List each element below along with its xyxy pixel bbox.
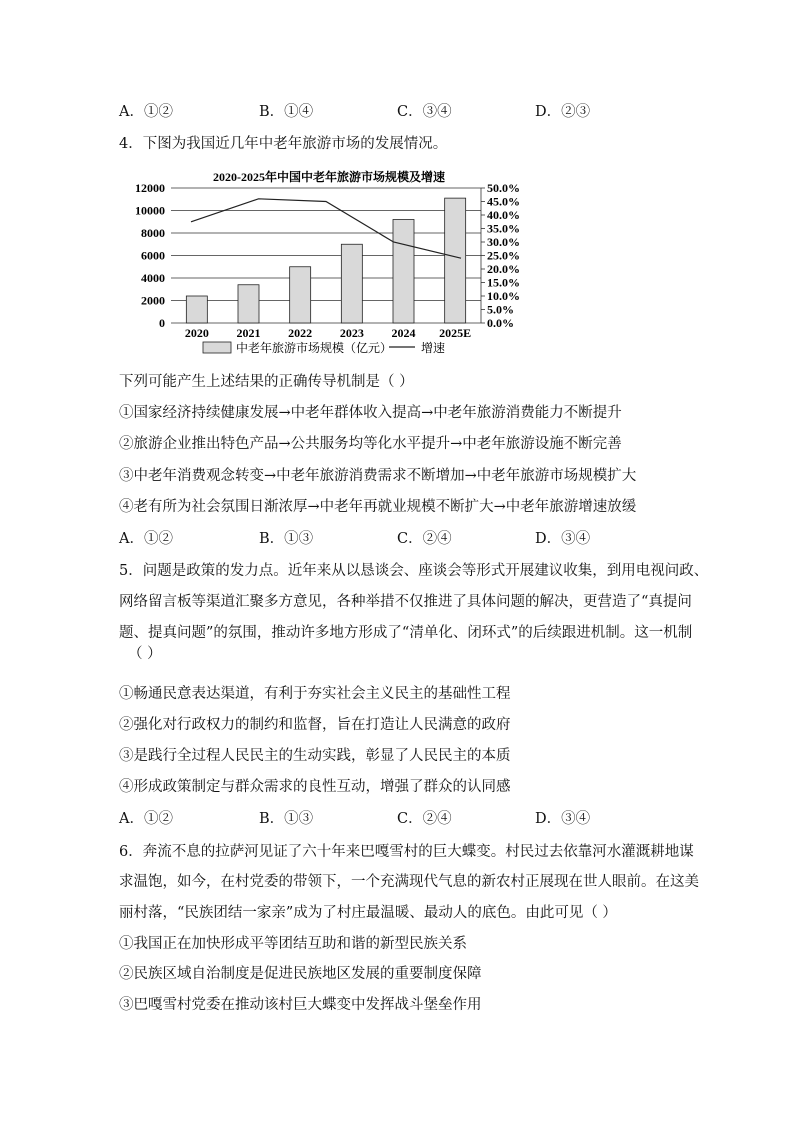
q5-item-4: ④形成政策制定与群众需求的良性互动，增强了群众的认同感 [119, 779, 511, 795]
q3-option-d[interactable]: D．②③ [535, 104, 591, 120]
left-tick-label: 4000 [141, 271, 165, 285]
growth-line-path [191, 199, 461, 258]
q3-option-c[interactable]: C．③④ [397, 104, 452, 120]
x-tick-label: 2021 [236, 326, 261, 340]
q4-option-a[interactable]: A．①② [119, 531, 173, 547]
right-tick-label: 20.0% [487, 262, 520, 276]
legend-line-label: 增速 [421, 341, 446, 355]
right-tick-label: 5.0% [487, 302, 514, 317]
legend-bar-swatch [203, 342, 231, 353]
right-tick-label: 45.0% [487, 194, 520, 209]
q5-stem-line-2: 网络留言板等渠道汇聚多方意见，各种举措不仅推进了具体问题的解决，更营造了“真提问 [119, 594, 692, 610]
x-tick-label: 2025E [439, 326, 472, 340]
q4-option-c[interactable]: C．②④ [397, 531, 452, 547]
q5-item-1: ①畅通民意表达渠道，有利于夯实社会主义民主的基础性工程 [119, 686, 511, 702]
q4-item-4: ④老有所为社会氛围日渐浓厚→中老年再就业规模不断扩大→中老年旅游增速放缓 [119, 499, 637, 515]
right-tick-label: 10.0% [487, 289, 520, 303]
left-tick-label: 10000 [135, 203, 165, 218]
x-tick-label: 2020 [184, 326, 209, 340]
q6-item-2: ②民族区域自治制度是促进民族地区发展的重要制度保障 [119, 966, 482, 982]
q5-option-c[interactable]: C．②④ [397, 811, 452, 827]
q6-item-1: ①我国正在加快形成平等团结互助和谐的新型民族关系 [119, 936, 467, 952]
right-tick-label: 30.0% [487, 235, 520, 249]
chart-growth-line [191, 199, 461, 258]
right-tick-label: 40.0% [487, 208, 520, 222]
q4-item-3: ③中老年消费观念转变→中老年旅游消费需求不断增加→中老年旅游市场规模扩大 [119, 468, 637, 484]
bar-2025E [445, 198, 466, 323]
chart-title: 2020-2025年中国中老年旅游市场规模及增速 [213, 170, 445, 184]
chart-legend [203, 340, 445, 355]
q4-item-2: ②旅游企业推出特色产品→公共服务均等化水平提升→中老年旅游设施不断完善 [119, 436, 622, 452]
bar-2022 [290, 267, 311, 323]
right-tick-label: 25.0% [487, 248, 520, 263]
legend-bar-label: 中老年旅游市场规模（亿元） [236, 341, 393, 355]
q6-stem-line-3: 丽村落，“民族团结一家亲”成为了村庄最温暖、最动人的底色。由此可见（ ） [119, 905, 617, 921]
left-tick-label: 8000 [141, 226, 165, 240]
q6-stem-line-2: 求温饱，如今，在村党委的带领下，一个充满现代气息的新农村正展现在世人眼前。在这美 [119, 874, 699, 890]
x-tick-label: 2022 [288, 326, 313, 340]
q5-option-d[interactable]: D．③④ [535, 811, 591, 827]
q5-option-b[interactable]: B．①③ [259, 811, 314, 827]
right-tick-label: 0.0% [487, 316, 514, 330]
bar-2020 [186, 296, 207, 323]
left-tick-label: 0 [159, 316, 165, 330]
q5-stem-line-1: 5．问题是政策的发力点。近年来从以恳谈会、座谈会等形式开展建议收集，到用电视问政、 [119, 563, 709, 579]
x-tick-label: 2023 [339, 326, 364, 340]
market-chart [119, 166, 539, 358]
q4-item-1: ①国家经济持续健康发展→中老年群体收入提高→中老年旅游消费能力不断提升 [119, 405, 622, 421]
q4-option-d[interactable]: D．③④ [535, 531, 591, 547]
x-tick-label: 2024 [391, 326, 416, 340]
q4-stem: 4．下图为我国近几年中老年旅游市场的发展情况。 [119, 136, 448, 152]
q3-option-a[interactable]: A．①② [119, 104, 173, 120]
q5-option-a[interactable]: A．①② [119, 811, 173, 827]
q3-option-b[interactable]: B．①④ [259, 104, 314, 120]
q6-item-3: ③巴嘎雪村党委在推动该村巨大蝶变中发挥战斗堡垒作用 [119, 997, 482, 1013]
left-axis-ticks [135, 181, 165, 330]
left-tick-label: 12000 [135, 181, 165, 195]
q5-item-2: ②强化对行政权力的制约和监督，旨在打造让人民满意的政府 [119, 717, 511, 733]
right-tick-label: 50.0% [487, 181, 520, 195]
q5-stem-line-4: （ ） [128, 646, 162, 662]
q4-question: 下列可能产生上述结果的正确传导机制是（ ） [119, 374, 414, 390]
x-axis-ticks [185, 326, 471, 340]
left-tick-label: 6000 [141, 248, 165, 263]
q5-item-3: ③是践行全过程人民民主的生动实践，彰显了人民民主的本质 [119, 748, 511, 764]
q4-option-b[interactable]: B．①③ [259, 531, 314, 547]
bar-2024 [393, 220, 414, 324]
bar-2023 [341, 244, 362, 323]
right-axis-ticks [487, 181, 520, 330]
left-tick-label: 2000 [141, 293, 165, 308]
q5-stem-line-3: 题、提真问题”的氛围，推动许多地方形成了“清单化、闭环式”的后续跟进机制。这一机制 [119, 625, 693, 641]
chart-grid [171, 188, 485, 323]
right-tick-label: 15.0% [487, 275, 520, 290]
bar-2021 [238, 285, 259, 323]
chart-bars [186, 198, 465, 323]
q6-stem-line-1: 6．奔流不息的拉萨河见证了六十年来巴嘎雪村的巨大蝶变。村民过去依靠河水灌溉耕地谋 [119, 844, 694, 860]
right-tick-label: 35.0% [487, 221, 520, 236]
